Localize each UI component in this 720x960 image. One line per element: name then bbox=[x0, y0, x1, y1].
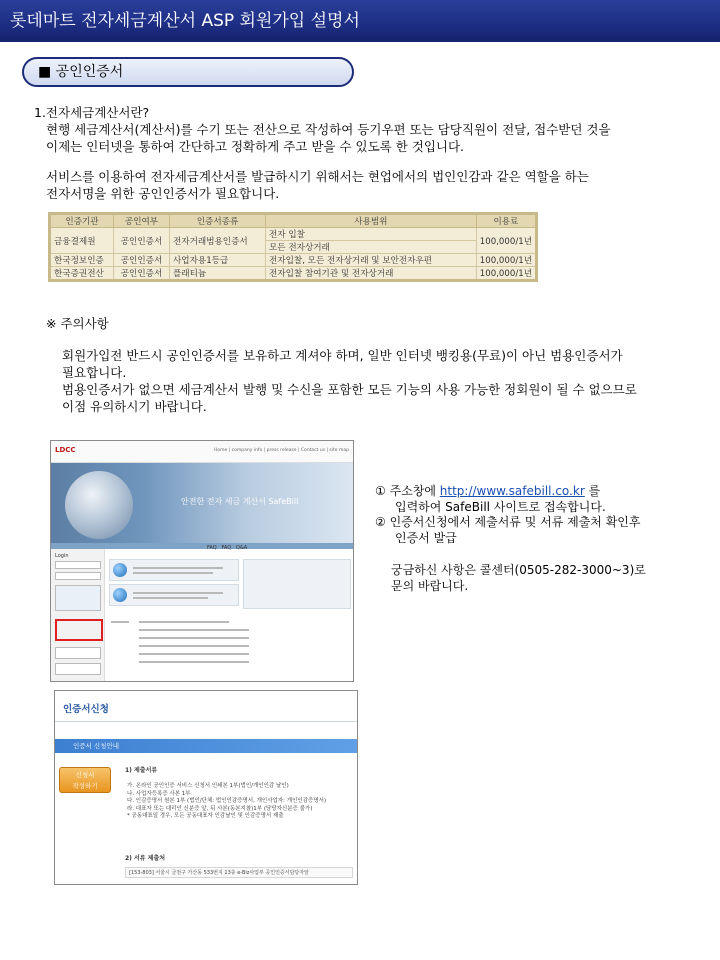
table-cell: 전자입찰 참여기관 및 전자상거래 bbox=[266, 267, 477, 281]
caution-line: 회원가입전 반드시 공인인증서를 보유하고 계셔야 하며, 일반 인터넷 뱅킹용(무료)이 아닌 범용인증서가 bbox=[62, 348, 623, 363]
promo-box bbox=[55, 585, 101, 611]
step-text: 인증서 발급 bbox=[395, 530, 457, 545]
document-list bbox=[127, 783, 326, 821]
site-top-links: Home | company info | press release | Contact us | site map bbox=[213, 448, 349, 453]
table-row bbox=[50, 254, 537, 267]
table-cell: 100,000/1년 bbox=[476, 228, 536, 254]
table-row bbox=[50, 267, 537, 281]
list-item: 다. 인감증명서 원본 1부 (법인/단체: 법인인감증명서, 개인사업자: 개인인감증명서) bbox=[127, 798, 327, 804]
service-icon bbox=[113, 588, 127, 602]
notice-line bbox=[139, 629, 249, 631]
notice-label-line bbox=[111, 621, 129, 623]
text-line bbox=[133, 597, 208, 599]
globe-image bbox=[65, 471, 133, 539]
table-cell: 공인인증서 bbox=[114, 254, 170, 267]
list-item: 라. 대표자 또는 대리인 신분증 앞, 뒤 사본(동본지참)1부 (담당자신분증 불가) bbox=[127, 805, 313, 812]
site-header bbox=[51, 441, 353, 463]
table-cell: 100,000/1년 bbox=[476, 267, 536, 281]
login-input bbox=[55, 561, 101, 569]
contact-block bbox=[391, 563, 646, 594]
table-cell: 공인인증서 bbox=[114, 228, 170, 254]
banner-text: 안전한 전자 세금 계산서 SafeBill bbox=[181, 497, 299, 506]
intro-block bbox=[34, 104, 611, 155]
quick-menu bbox=[243, 559, 351, 609]
service-line: 서비스를 이용하여 전자세금계산서를 발급하시기 위해서는 현업에서의 법인인감과 같은 역할을 하는 bbox=[46, 169, 589, 184]
table-cell: 모든 전자상거래 bbox=[266, 241, 477, 254]
top-icon-row bbox=[207, 545, 247, 551]
notice-line bbox=[139, 645, 249, 647]
caution-block bbox=[62, 347, 637, 415]
caution-heading: ※ 주의사항 bbox=[46, 316, 109, 331]
step-text: ① 주소창에 bbox=[375, 484, 440, 498]
caution-line: 이점 유의하시기 바랍니다. bbox=[62, 399, 207, 414]
table-header: 이용료 bbox=[476, 214, 536, 228]
ldcc-logo: LDCC bbox=[55, 446, 76, 454]
cert-guide-bar: 인증서 신청안내 bbox=[55, 739, 357, 753]
cert-apply-title: 인증서신청 bbox=[63, 704, 109, 715]
divider bbox=[55, 721, 357, 722]
side-menu-item bbox=[55, 647, 101, 659]
table-cell: 전자입찰, 모든 전자상거래 및 보안전자우편 bbox=[266, 254, 477, 267]
steps-block bbox=[375, 484, 641, 546]
notice-line bbox=[139, 637, 249, 639]
text-line bbox=[133, 567, 223, 569]
list-item: 나. 사업자등록증 사본 1부 bbox=[127, 790, 191, 797]
page-title: 롯데마트 전자세금계산서 ASP 회원가입 설명서 bbox=[0, 0, 720, 42]
cert-table bbox=[48, 212, 538, 282]
contact-line: 문의 바랍니다. bbox=[391, 578, 469, 593]
service-row bbox=[109, 584, 239, 606]
text-line bbox=[133, 592, 223, 594]
step-text: 를 bbox=[584, 484, 601, 498]
intro-heading: 1.전자세금계산서란? bbox=[34, 105, 150, 120]
table-header: 공인여부 bbox=[114, 214, 170, 228]
caution-line: 범용인증서가 없으면 세금계산서 발행 및 수신을 포함한 모든 기능의 사용 가능한 정회원이 될 수 없으므로 bbox=[62, 382, 637, 397]
step-2: ② 인증서신청에서 제출서류 및 서류 제출처 확인후 bbox=[375, 515, 641, 529]
table-cell: 공인인증서 bbox=[114, 267, 170, 281]
step-text: 입력하여 SafeBill 사이트로 접속합니다. bbox=[395, 499, 606, 514]
table-header: 인증기관 bbox=[50, 214, 114, 228]
login-label: Login bbox=[55, 553, 69, 559]
button-label: 작성하기 bbox=[72, 782, 98, 790]
qna-icon: Q&A bbox=[235, 545, 248, 551]
intro-line: 이제는 인터넷을 통하여 간단하고 정확하게 주고 받을 수 있도록 한 것입니다. bbox=[46, 139, 465, 154]
documents-heading: 1) 제출서류 bbox=[125, 767, 158, 774]
text-line bbox=[133, 572, 213, 574]
intro-line: 현행 세금계산서(계산서)를 수기 또는 전산으로 작성하여 등기우편 또는 담당직원이 전달, 접수받던 것을 bbox=[46, 122, 611, 137]
write-application-button bbox=[59, 767, 111, 793]
button-label: 신청서 bbox=[75, 771, 95, 779]
faq-icon: FAQ bbox=[221, 545, 232, 551]
table-cell: 금융결제원 bbox=[50, 228, 114, 254]
table-cell: 플래티늄 bbox=[170, 267, 266, 281]
cert-application-screenshot bbox=[54, 690, 358, 885]
table-header: 인증서종류 bbox=[170, 214, 266, 228]
side-menu-item bbox=[55, 663, 101, 675]
service-row bbox=[109, 559, 239, 581]
submission-address: [153-803] 서울시 금천구 가산동 533번지 13층 e-Biz사업부 공인인증서담당자앞 bbox=[125, 867, 353, 878]
table-row bbox=[50, 228, 537, 241]
section-label: ■ 공인인증서 bbox=[22, 57, 354, 87]
caution-line: 필요합니다. bbox=[62, 365, 127, 380]
service-block bbox=[46, 168, 589, 202]
table-cell: 전자 입찰 bbox=[266, 228, 477, 241]
password-input bbox=[55, 572, 101, 580]
safebill-screenshot bbox=[50, 440, 354, 682]
table-cell: 한국증권전산 bbox=[50, 267, 114, 281]
notice-line bbox=[139, 621, 229, 623]
contact-line: 궁금하신 사항은 콜센터(0505-282-3000~3)로 bbox=[391, 563, 646, 577]
table-cell: 100,000/1년 bbox=[476, 254, 536, 267]
cert-apply-highlight bbox=[55, 619, 103, 641]
table-cell: 사업자용1등급 bbox=[170, 254, 266, 267]
list-item: 가. 온라인 공인인증 서비스 신청서 인쇄본 1부(법인/개인인감 날인) bbox=[127, 783, 289, 789]
step-1 bbox=[375, 484, 641, 500]
table-cell: 한국정보인증 bbox=[50, 254, 114, 267]
notice-line bbox=[139, 661, 249, 663]
safebill-link[interactable]: http://www.safebill.co.kr bbox=[439, 484, 585, 498]
service-line: 전자서명을 위한 공인인증서가 필요합니다. bbox=[46, 186, 280, 201]
submission-heading: 2) 서류 제출처 bbox=[125, 855, 166, 862]
service-icon bbox=[113, 563, 127, 577]
notice-line bbox=[139, 653, 249, 655]
table-header: 사용범위 bbox=[266, 214, 477, 228]
faq-icon: FAQ bbox=[207, 545, 217, 551]
table-cell: 전자거래범용인증서 bbox=[170, 228, 266, 254]
list-item: * 공동대표일 경우, 모든 공동대표자 인감날인 및 인감증명서 제출 bbox=[127, 813, 284, 819]
